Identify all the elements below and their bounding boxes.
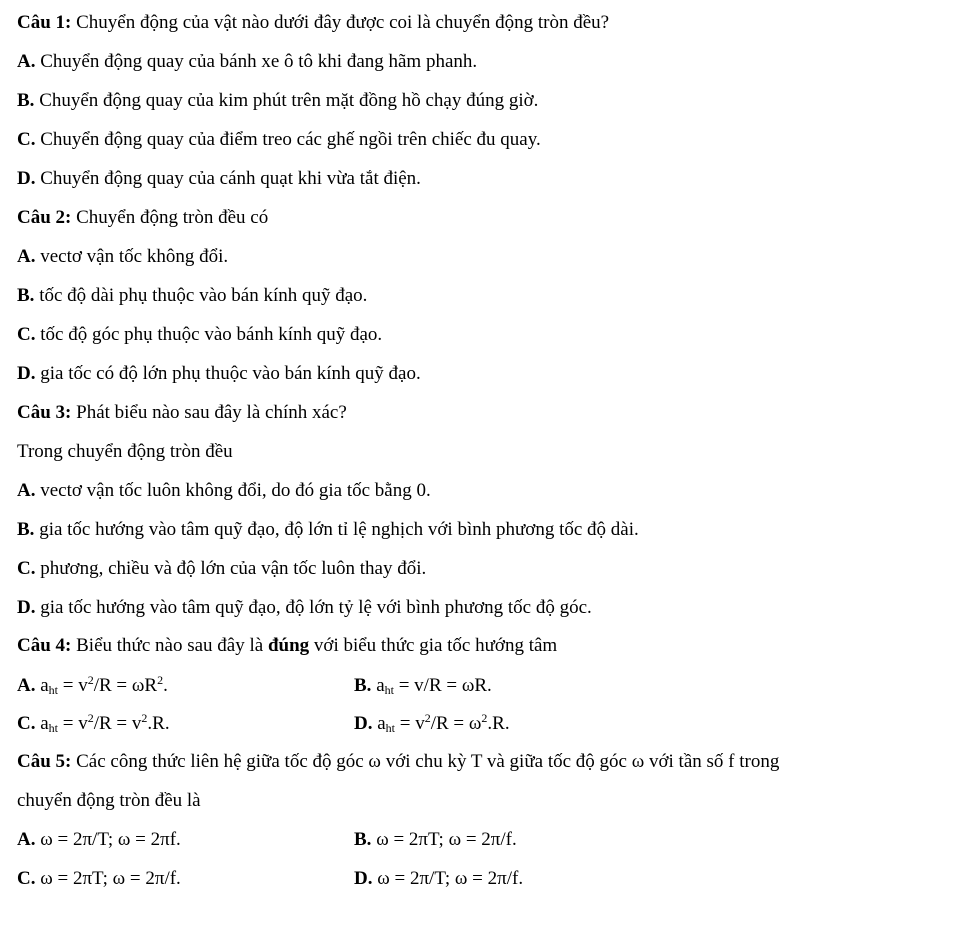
option-letter: A. (17, 829, 36, 850)
option-letter: B. (354, 829, 372, 850)
formula-superscript: 2 (424, 711, 431, 725)
question-label: Câu 1: (17, 12, 72, 33)
q5-option-d (354, 867, 523, 891)
formula-subscript: ht (48, 721, 59, 735)
formula-superscript: 2 (87, 711, 94, 725)
question-label: Câu 4: (17, 635, 72, 656)
option-letter: C. (17, 713, 36, 734)
q4-option-a (17, 675, 168, 696)
question-text: Biểu thức nào sau đây là (71, 635, 268, 656)
question-text: Các công thức liên hệ giữa tốc độ góc ω với chu kỳ T và giữa tốc độ góc ω với tần số f trong (71, 751, 780, 772)
q1-option-b (17, 89, 538, 113)
option-letter: A. (17, 246, 36, 267)
option-text: Chuyển động quay của kim phút trên mặt đồng hồ chạy đúng giờ. (34, 90, 539, 111)
q5-option-b (354, 828, 517, 852)
question-label: Câu 3: (17, 402, 72, 423)
formula-part: a (372, 713, 386, 734)
q4-option-d (354, 712, 510, 736)
emphasis-text: đúng (267, 635, 310, 656)
option-letter: C. (17, 868, 36, 889)
option-letter: C. (17, 558, 36, 579)
q1-option-d (17, 167, 421, 191)
q1-option-a (17, 50, 477, 74)
option-text: gia tốc hướng vào tâm quỹ đạo, độ lớn tỷ lệ với bình phương tốc độ góc. (35, 597, 592, 618)
option-text: ω = 2πT; ω = 2π/f. (371, 829, 517, 850)
question-label: Câu 5: (17, 751, 72, 772)
option-letter: D. (354, 868, 373, 889)
formula-subscript: ht (48, 683, 59, 697)
option-letter: D. (17, 597, 36, 618)
option-letter: A. (17, 480, 36, 501)
q3-option-c (17, 557, 426, 581)
question-text: Phát biểu nào sau đây là chính xác? (71, 402, 347, 423)
question-5 (17, 750, 779, 774)
q5-options-row-1 (17, 828, 947, 852)
q2-option-c (17, 323, 382, 347)
formula-superscript: 2 (87, 673, 94, 687)
formula-subscript: ht (384, 683, 394, 697)
q3-option-b (17, 518, 639, 542)
formula-superscript: 2 (157, 673, 164, 687)
formula-part: /R = ω (430, 713, 482, 734)
question-3 (17, 401, 347, 425)
formula-part: = v (58, 713, 88, 734)
formula-part: a (35, 713, 49, 734)
q5-option-c (17, 868, 181, 889)
question-label: Câu 2: (17, 207, 72, 228)
q3-intro: Trong chuyển động tròn đều (17, 441, 233, 462)
option-text: vectơ vận tốc luôn không đổi, do đó gia tốc bằng 0. (35, 480, 431, 501)
option-text: gia tốc hướng vào tâm quỹ đạo, độ lớn tỉ lệ nghịch với bình phương tốc độ dài. (34, 519, 639, 540)
formula-part: = v (58, 675, 88, 696)
option-text: ω = 2πT; ω = 2π/f. (35, 868, 181, 889)
q4-options-row-1 (17, 674, 947, 698)
option-letter: B. (17, 285, 35, 306)
option-letter: C. (17, 129, 36, 150)
option-letter: A. (17, 675, 36, 696)
option-text: vectơ vận tốc không đổi. (35, 246, 229, 267)
option-letter: B. (17, 90, 35, 111)
option-letter: B. (354, 675, 372, 696)
question-1 (17, 11, 609, 35)
option-letter: B. (17, 519, 35, 540)
formula-part: = v (395, 713, 425, 734)
option-text: Chuyển động quay của bánh xe ô tô khi đang hãm phanh. (35, 51, 478, 72)
q5-option-a (17, 829, 181, 850)
formula-part: . (163, 675, 168, 696)
option-text: tốc độ dài phụ thuộc vào bán kính quỹ đạo. (34, 285, 368, 306)
q3-option-d (17, 596, 592, 620)
q4-option-b (354, 674, 492, 698)
option-text: gia tốc có độ lớn phụ thuộc vào bán kính quỹ đạo. (35, 363, 421, 384)
option-text: Chuyển động quay của cánh quạt khi vừa tắt điện. (35, 168, 421, 189)
option-letter: A. (17, 51, 36, 72)
q3-option-a (17, 479, 431, 503)
q5-options-row-2 (17, 867, 947, 891)
option-text: ω = 2π/T; ω = 2πf. (35, 829, 181, 850)
formula-part: = v/R = ωR. (393, 675, 492, 696)
q2-option-d (17, 362, 421, 386)
q4-option-c (17, 713, 170, 734)
question-text: Chuyển động tròn đều có (71, 207, 269, 228)
question-2 (17, 206, 268, 230)
q4-options-row-2 (17, 712, 947, 736)
formula-part: a (371, 675, 385, 696)
option-text: phương, chiều và độ lớn của vận tốc luôn thay đổi. (35, 558, 427, 579)
formula-part: .R. (487, 713, 510, 734)
question-text: Chuyển động của vật nào dưới đây được coi là chuyển động tròn đều? (71, 12, 610, 33)
option-letter: C. (17, 324, 36, 345)
formula-part: .R. (147, 713, 170, 734)
option-text: ω = 2π/T; ω = 2π/f. (372, 868, 524, 889)
q1-option-c (17, 128, 541, 152)
option-letter: D. (17, 363, 36, 384)
option-letter: D. (354, 713, 373, 734)
option-text: tốc độ góc phụ thuộc vào bánh kính quỹ đạo. (35, 324, 383, 345)
formula-part: /R = ωR (93, 675, 158, 696)
option-text: Chuyển động quay của điểm treo các ghế ngồi trên chiếc đu quay. (35, 129, 541, 150)
formula-superscript: 2 (141, 711, 148, 725)
formula-subscript: ht (385, 721, 396, 735)
formula-part: a (35, 675, 49, 696)
q2-option-a (17, 245, 228, 269)
question-5-continued: chuyển động tròn đều là (17, 790, 201, 811)
q2-option-b (17, 284, 367, 308)
formula-part: /R = v (93, 713, 142, 734)
question-4 (17, 634, 557, 658)
formula-superscript: 2 (481, 711, 488, 725)
question-text-end: với biểu thức gia tốc hướng tâm (309, 635, 558, 656)
option-letter: D. (17, 168, 36, 189)
